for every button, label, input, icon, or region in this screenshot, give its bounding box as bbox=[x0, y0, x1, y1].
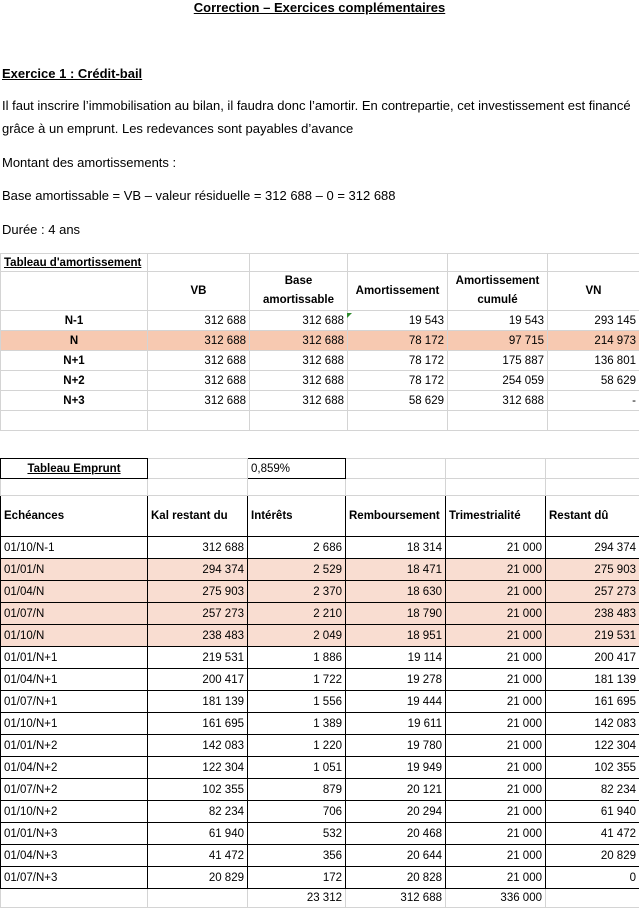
loan-header-restant: Restant dû bbox=[546, 496, 639, 537]
loan-cell: 2 210 bbox=[248, 603, 346, 625]
loan-date: 01/04/N+2 bbox=[1, 757, 148, 779]
loan-row bbox=[1, 713, 639, 735]
loan-cell: 19 611 bbox=[346, 713, 446, 735]
amort-cell: - bbox=[548, 391, 639, 411]
duration-text: Durée : 4 ans bbox=[2, 218, 634, 241]
amort-row bbox=[1, 331, 639, 351]
amort-period: N+3 bbox=[1, 391, 148, 411]
loan-cell: 142 083 bbox=[546, 713, 639, 735]
amort-cell: 58 629 bbox=[348, 391, 448, 411]
loan-cell: 1 220 bbox=[248, 735, 346, 757]
loan-cell: 257 273 bbox=[546, 581, 639, 603]
loan-cell: 1 556 bbox=[248, 691, 346, 713]
loan-cell: 21 000 bbox=[446, 647, 546, 669]
loan-date: 01/07/N+2 bbox=[1, 779, 148, 801]
loan-cell: 19 114 bbox=[346, 647, 446, 669]
loan-cell: 257 273 bbox=[148, 603, 248, 625]
loan-cell: 19 444 bbox=[346, 691, 446, 713]
loan-cell: 18 630 bbox=[346, 581, 446, 603]
loan-cell: 2 686 bbox=[248, 537, 346, 559]
loan-cell: 706 bbox=[248, 801, 346, 823]
loan-date: 01/04/N+1 bbox=[1, 669, 148, 691]
amort-header-empty bbox=[1, 272, 148, 311]
amort-cell: 312 688 bbox=[250, 351, 348, 371]
loan-cell: 21 000 bbox=[446, 823, 546, 845]
amort-period: N+2 bbox=[1, 371, 148, 391]
loan-cell: 1 722 bbox=[248, 669, 346, 691]
amort-cell: 78 172 bbox=[348, 351, 448, 371]
loan-cell: 41 472 bbox=[148, 845, 248, 867]
loan-row bbox=[1, 757, 639, 779]
loan-cell: 20 829 bbox=[546, 845, 639, 867]
amort-row bbox=[1, 351, 639, 371]
amort-cell: 312 688 bbox=[250, 311, 348, 331]
loan-cell: 82 234 bbox=[148, 801, 248, 823]
loan-cell: 21 000 bbox=[446, 801, 546, 823]
loan-cell: 0 bbox=[546, 867, 639, 889]
loan-date: 01/04/N bbox=[1, 581, 148, 603]
cell-comment-marker bbox=[347, 313, 352, 318]
loan-row bbox=[1, 625, 639, 647]
loan-cell: 21 000 bbox=[446, 713, 546, 735]
loan-row bbox=[1, 537, 639, 559]
amort-cell: 58 629 bbox=[548, 371, 639, 391]
loan-row bbox=[1, 801, 639, 823]
amort-row bbox=[1, 371, 639, 391]
amort-cell: 19 543 bbox=[448, 311, 548, 331]
amort-cell: 312 688 bbox=[148, 351, 250, 371]
amort-header-cumul: Amortissement cumulé bbox=[448, 272, 548, 311]
loan-date: 01/07/N+3 bbox=[1, 867, 148, 889]
page-title: Correction – Exercices complémentaires bbox=[0, 0, 639, 15]
amort-row bbox=[1, 391, 639, 411]
loan-cell: 21 000 bbox=[446, 559, 546, 581]
loan-cell: 21 000 bbox=[446, 581, 546, 603]
loan-date: 01/10/N-1 bbox=[1, 537, 148, 559]
loan-cell: 18 951 bbox=[346, 625, 446, 647]
loan-cell: 200 417 bbox=[148, 669, 248, 691]
loan-cell: 82 234 bbox=[546, 779, 639, 801]
amort-header-vb: VB bbox=[148, 272, 250, 311]
loan-cell: 19 278 bbox=[346, 669, 446, 691]
amort-cell: 312 688 bbox=[148, 331, 250, 351]
loan-cell: 21 000 bbox=[446, 867, 546, 889]
loan-row bbox=[1, 581, 639, 603]
loan-cell: 20 121 bbox=[346, 779, 446, 801]
loan-header-remboursement: Remboursement bbox=[346, 496, 446, 537]
base-formula: Base amortissable = VB – valeur résiduelle = 312 688 – 0 = 312 688 bbox=[2, 184, 634, 207]
loan-cell: 20 828 bbox=[346, 867, 446, 889]
amort-header-amort: Amortissement bbox=[348, 272, 448, 311]
loan-cell: 122 304 bbox=[148, 757, 248, 779]
loan-cell: 2 529 bbox=[248, 559, 346, 581]
loan-totals-row bbox=[1, 889, 639, 908]
loan-cell: 2 370 bbox=[248, 581, 346, 603]
loan-header-trimestrialite: Trimestrialité bbox=[446, 496, 546, 537]
amort-cell: 78 172 bbox=[348, 331, 448, 351]
amort-cell: 254 059 bbox=[448, 371, 548, 391]
amort-cell: 19 543 bbox=[348, 311, 448, 331]
loan-cell: 181 139 bbox=[148, 691, 248, 713]
amort-period: N-1 bbox=[1, 311, 148, 331]
loan-cell: 21 000 bbox=[446, 625, 546, 647]
loan-date: 01/07/N+1 bbox=[1, 691, 148, 713]
loan-cell: 532 bbox=[248, 823, 346, 845]
loan-header-interets: Intérêts bbox=[248, 496, 346, 537]
loan-cell: 20 829 bbox=[148, 867, 248, 889]
loan-cell: 20 644 bbox=[346, 845, 446, 867]
loan-cell: 142 083 bbox=[148, 735, 248, 757]
intro-paragraph: Il faut inscrire l’immobilisation au bilan, il faudra donc l’amortir. En contrepartie, cet investissement est financé grâce à un emprunt. Les redevances sont payables d’avance bbox=[2, 94, 634, 140]
loan-cell: 238 483 bbox=[546, 603, 639, 625]
loan-date: 01/10/N bbox=[1, 625, 148, 647]
loan-row bbox=[1, 669, 639, 691]
amortization-table bbox=[0, 253, 639, 431]
amort-period: N bbox=[1, 331, 148, 351]
amort-cell: 312 688 bbox=[448, 391, 548, 411]
amort-cell: 312 688 bbox=[148, 391, 250, 411]
amort-cell: 312 688 bbox=[148, 311, 250, 331]
amort-cell: 293 145 bbox=[548, 311, 639, 331]
loan-date: 01/04/N+3 bbox=[1, 845, 148, 867]
amort-cell: 175 887 bbox=[448, 351, 548, 371]
loan-cell: 18 790 bbox=[346, 603, 446, 625]
loan-date: 01/01/N+1 bbox=[1, 647, 148, 669]
loan-cell: 18 471 bbox=[346, 559, 446, 581]
loan-cell: 275 903 bbox=[148, 581, 248, 603]
exercise-title: Exercice 1 : Crédit-bail bbox=[2, 66, 142, 81]
amort-cell: 312 688 bbox=[148, 371, 250, 391]
loan-caption: Tableau Emprunt bbox=[1, 459, 148, 479]
amort-cell: 312 688 bbox=[250, 371, 348, 391]
total-trimestrialite: 336 000 bbox=[446, 889, 546, 908]
loan-date: 01/10/N+1 bbox=[1, 713, 148, 735]
loan-row bbox=[1, 779, 639, 801]
loan-cell: 238 483 bbox=[148, 625, 248, 647]
loan-cell: 21 000 bbox=[446, 691, 546, 713]
amort-period: N+1 bbox=[1, 351, 148, 371]
loan-cell: 21 000 bbox=[446, 845, 546, 867]
loan-cell: 219 531 bbox=[148, 647, 248, 669]
amort-row bbox=[1, 311, 639, 331]
loan-cell: 1 389 bbox=[248, 713, 346, 735]
amort-cell: 214 973 bbox=[548, 331, 639, 351]
loan-cell: 2 049 bbox=[248, 625, 346, 647]
loan-table bbox=[0, 458, 639, 908]
amort-header-vn: VN bbox=[548, 272, 639, 311]
loan-cell: 19 949 bbox=[346, 757, 446, 779]
loan-cell: 21 000 bbox=[446, 757, 546, 779]
loan-cell: 19 780 bbox=[346, 735, 446, 757]
loan-cell: 1 051 bbox=[248, 757, 346, 779]
total-remboursement: 312 688 bbox=[346, 889, 446, 908]
total-interets: 23 312 bbox=[248, 889, 346, 908]
loan-cell: 21 000 bbox=[446, 603, 546, 625]
loan-header-capital: Kal restant du bbox=[148, 496, 248, 537]
amort-cell: 78 172 bbox=[348, 371, 448, 391]
loan-row bbox=[1, 823, 639, 845]
loan-date: 01/07/N bbox=[1, 603, 148, 625]
loan-cell: 21 000 bbox=[446, 669, 546, 691]
loan-date: 01/01/N+3 bbox=[1, 823, 148, 845]
loan-cell: 1 886 bbox=[248, 647, 346, 669]
loan-date: 01/01/N bbox=[1, 559, 148, 581]
loan-row bbox=[1, 735, 639, 757]
loan-row bbox=[1, 845, 639, 867]
amort-header-base: Base amortissable bbox=[250, 272, 348, 311]
loan-row bbox=[1, 603, 639, 625]
loan-cell: 879 bbox=[248, 779, 346, 801]
loan-cell: 61 940 bbox=[148, 823, 248, 845]
loan-cell: 181 139 bbox=[546, 669, 639, 691]
loan-cell: 21 000 bbox=[446, 779, 546, 801]
amortization-caption: Tableau d'amortissement bbox=[1, 254, 148, 272]
loan-cell: 21 000 bbox=[446, 537, 546, 559]
amort-cell: 312 688 bbox=[250, 331, 348, 351]
amort-cell: 312 688 bbox=[250, 391, 348, 411]
loan-cell: 102 355 bbox=[148, 779, 248, 801]
loan-cell: 294 374 bbox=[148, 559, 248, 581]
loan-cell: 102 355 bbox=[546, 757, 639, 779]
loan-rate: 0,859% bbox=[248, 459, 346, 479]
loan-cell: 161 695 bbox=[546, 691, 639, 713]
loan-cell: 61 940 bbox=[546, 801, 639, 823]
loan-row bbox=[1, 559, 639, 581]
loan-cell: 312 688 bbox=[148, 537, 248, 559]
loan-date: 01/10/N+2 bbox=[1, 801, 148, 823]
loan-cell: 20 468 bbox=[346, 823, 446, 845]
loan-cell: 294 374 bbox=[546, 537, 639, 559]
loan-cell: 275 903 bbox=[546, 559, 639, 581]
loan-cell: 161 695 bbox=[148, 713, 248, 735]
loan-cell: 18 314 bbox=[346, 537, 446, 559]
loan-cell: 200 417 bbox=[546, 647, 639, 669]
loan-cell: 41 472 bbox=[546, 823, 639, 845]
amortization-label: Montant des amortissements : bbox=[2, 151, 634, 174]
loan-row bbox=[1, 867, 639, 889]
loan-cell: 20 294 bbox=[346, 801, 446, 823]
loan-cell: 219 531 bbox=[546, 625, 639, 647]
amort-cell: 136 801 bbox=[548, 351, 639, 371]
loan-row bbox=[1, 691, 639, 713]
loan-header-echeances: Echéances bbox=[1, 496, 148, 537]
amort-cell: 97 715 bbox=[448, 331, 548, 351]
loan-cell: 21 000 bbox=[446, 735, 546, 757]
loan-row bbox=[1, 647, 639, 669]
loan-cell: 356 bbox=[248, 845, 346, 867]
loan-cell: 172 bbox=[248, 867, 346, 889]
loan-cell: 122 304 bbox=[546, 735, 639, 757]
loan-date: 01/01/N+2 bbox=[1, 735, 148, 757]
